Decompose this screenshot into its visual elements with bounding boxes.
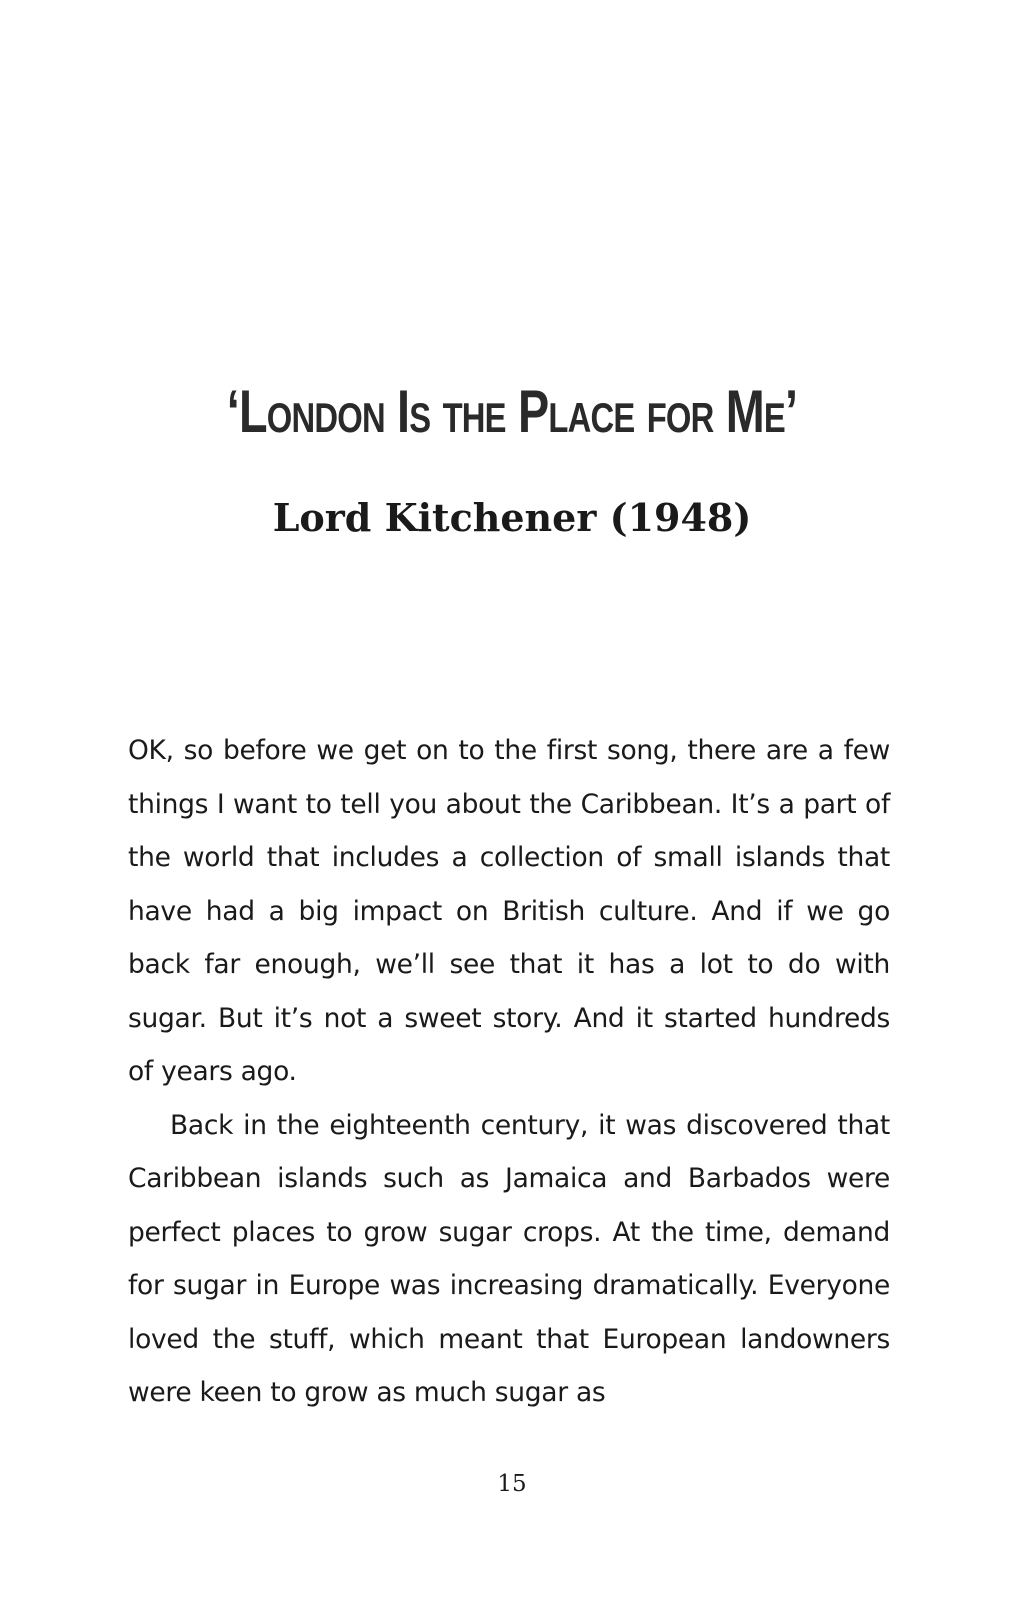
body-text: [128, 724, 890, 1420]
paragraph: OK, so before we get on to the first song, there are a few things I want to tell you about the Caribbean. It’s a part of the world that includes a collection of small islands that have had a big impact on British culture. And if we go back far enough, we’ll see that it has a lot to do with sugar. But it’s not a sweet story. And it started hundreds of years ago.: [128, 735, 890, 1087]
chapter-title: ‘London Is the Place for Me’: [226, 378, 798, 445]
page-number: 15: [497, 1471, 527, 1497]
chapter-subtitle: Lord Kitchener (1948): [272, 495, 752, 540]
paragraph: Back in the eighteenth century, it was discovered that Caribbean islands such as Jamaica and Barbados were perfect places to grow sugar crops. At the time, demand for sugar in Europe was increasing dramatically. Everyone loved the stuff, which meant that European landowners were keen to grow as much sugar as: [128, 1109, 890, 1408]
